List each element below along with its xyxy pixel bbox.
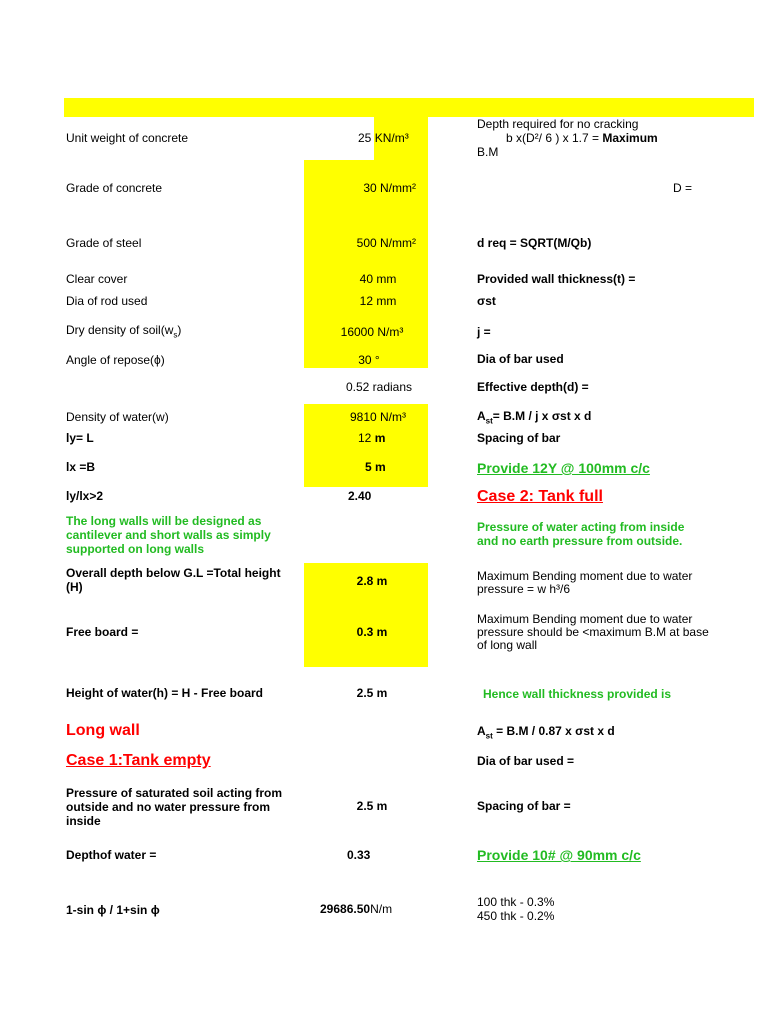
provide-12y: Provide 12Y @ 100mm c/c: [477, 460, 650, 476]
lx-unit: m: [375, 460, 386, 474]
dry-density-value: 16000 N/m³: [340, 325, 404, 339]
j-label: j =: [477, 325, 491, 339]
ly-number: 12: [358, 431, 372, 445]
design-note: The long walls will be designed as cantilever and short walls as simply supported on long walls: [66, 514, 271, 556]
ly-unit: m: [374, 431, 386, 445]
unit-weight-unit: KN/m³: [374, 131, 409, 145]
long-wall-heading: Long wall: [66, 722, 140, 739]
dia-rod-value: 12 mm: [359, 294, 397, 308]
depth-cracking-line1: Depth required for no cracking: [477, 117, 639, 131]
max-bm-condition: Maximum Bending moment due to water pressure should be <maximum B.M at base of long wall: [477, 612, 709, 652]
depth-cracking-bold: Maximum: [602, 131, 658, 145]
ly-value: [358, 431, 385, 445]
depth-cracking-line2: [506, 131, 658, 145]
sin-ratio-number: 29686.50: [320, 902, 371, 916]
ast2-sub: st: [485, 731, 493, 741]
sin-ratio-value: [320, 902, 392, 916]
sin-ratio-unit: N/m: [370, 902, 393, 916]
clear-cover-label: Clear cover: [66, 272, 128, 286]
sin-ratio-label: 1-sin ϕ / 1+sin ϕ: [66, 903, 160, 917]
thk-100: 100 thk - 0.3%: [477, 895, 555, 909]
depth-cracking-formula: b x(D²/ 6 ) x 1.7 =: [506, 131, 603, 145]
ast2-rest: = B.M / 0.87 x σst x d: [492, 724, 615, 738]
header-highlight-band: [64, 98, 754, 117]
max-bm-label: Maximum Bending moment due to water pressure = w h³/6: [477, 569, 693, 596]
spacing-label: Spacing of bar: [477, 431, 561, 445]
ly-label: ly= L: [66, 431, 94, 445]
provided-thickness-label: Provided wall thickness(t) =: [477, 272, 636, 286]
provide-10: Provide 10# @ 90mm c/c: [477, 847, 641, 863]
hence-label: Hence wall thickness provided is: [483, 687, 672, 701]
angle-repose-label: Angle of repose(ϕ): [66, 353, 165, 367]
free-board-label: Free board =: [66, 625, 139, 639]
ast2-formula: [477, 724, 615, 740]
effective-depth-label: Effective depth(d) =: [477, 380, 589, 394]
overall-depth-value: 2.8 m: [356, 574, 388, 588]
dia-bar2-label: Dia of bar used =: [477, 754, 575, 768]
grade-steel-label: Grade of steel: [66, 236, 142, 250]
density-water-value: 9810 N/m³: [349, 410, 407, 424]
thk-450: 450 thk - 0.2%: [477, 909, 555, 923]
d-label: D =: [673, 181, 693, 195]
grade-concrete-value: 30 N/mm²: [363, 181, 416, 195]
dreq-label: d req = SQRT(M/Qb): [477, 236, 592, 250]
grade-steel-value: 500 N/mm²: [356, 236, 416, 250]
lx-number: 5: [365, 460, 372, 474]
lx-label: lx =B: [66, 460, 96, 474]
case1-heading: Case 1:Tank empty: [66, 752, 211, 769]
ast-formula: [477, 409, 591, 425]
density-water-label: Density of water(w): [66, 410, 169, 424]
pressure-water-note: Pressure of water acting from inside and no earth pressure from outside.: [477, 520, 685, 548]
height-water-label: Height of water(h) = H - Free board: [66, 686, 264, 700]
pressure-soil-label: Pressure of saturated soil acting from outside and no water pressure from inside: [66, 786, 283, 828]
ast-rest: = B.M / j x σst x d: [492, 409, 592, 423]
pressure-soil-value: 2.5 m: [356, 799, 388, 813]
radians-value: 0.52 radians: [345, 380, 413, 394]
free-board-value: 0.3 m: [356, 625, 388, 639]
angle-repose-value: 30 °: [358, 353, 380, 367]
clear-cover-value: 40 mm: [359, 272, 397, 286]
sigma-st-label: σst: [477, 294, 496, 308]
ast-sub: st: [485, 416, 493, 426]
unit-weight-label: Unit weight of concrete: [66, 131, 189, 145]
overall-depth-label: Overall depth below G.L =Total height (H): [66, 566, 281, 594]
dry-density-text: Dry density of soil(w: [66, 323, 174, 337]
dia-bar-label: Dia of bar used: [477, 352, 564, 366]
spacing2-label: Spacing of bar =: [477, 799, 571, 813]
depth-water-value: 0.33: [347, 848, 371, 862]
dry-density-end: ): [177, 323, 182, 337]
dry-density-sub: s: [173, 330, 178, 340]
ast2-a: A: [477, 724, 486, 738]
depth-cracking-line3: B.M: [477, 145, 499, 159]
height-water-value: 2.5 m: [356, 686, 388, 700]
dia-rod-label: Dia of rod used: [66, 294, 148, 308]
unit-weight-value: [358, 131, 409, 145]
lx-value: [365, 460, 386, 474]
case2-heading: Case 2: Tank full: [477, 488, 603, 505]
grade-concrete-label: Grade of concrete: [66, 181, 163, 195]
ratio-label: ly/lx>2: [66, 489, 104, 503]
ratio-value: 2.40: [348, 489, 372, 503]
depth-water-label: Depthof water =: [66, 848, 157, 862]
ast-a: A: [477, 409, 486, 423]
dry-density-label: [66, 323, 181, 339]
unit-weight-number: 25: [358, 131, 372, 145]
